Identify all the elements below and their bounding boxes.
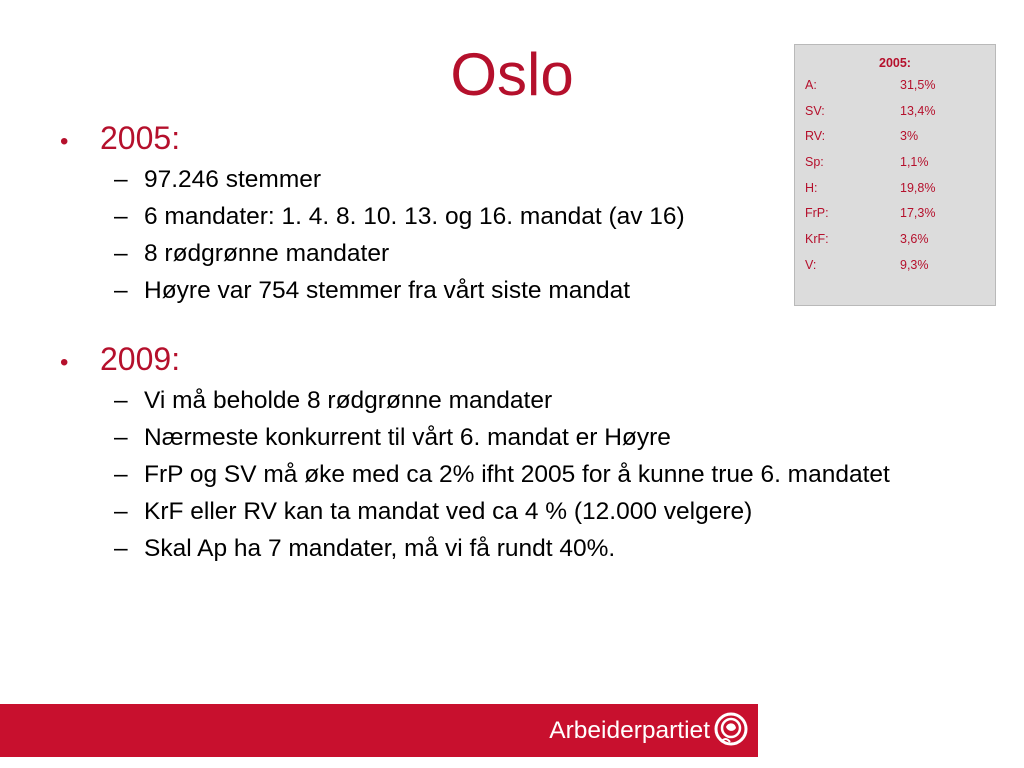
brand-name: Arbeiderpartiet [549, 717, 710, 744]
dash-icon: – [114, 166, 128, 193]
sub-item [56, 203, 916, 231]
results-title: 2005: [879, 56, 911, 70]
results-row [795, 99, 995, 125]
dash-icon: – [114, 240, 128, 267]
bullet-2009 [56, 341, 916, 387]
sub-item-text: Vi må beholde 8 rødgrønne mandater [144, 387, 553, 414]
sub-item [56, 424, 916, 452]
dash-icon: – [114, 203, 128, 230]
party-label: A: [805, 78, 817, 92]
party-label: SV: [805, 103, 825, 118]
results-row [795, 176, 995, 202]
slide-title: Oslo [450, 41, 574, 108]
party-value: 31,5% [900, 78, 936, 92]
bullet-2005 [56, 120, 916, 166]
sub-item-text: 6 mandater: 1. 4. 8. 10. 13. og 16. mandat (av 16) [144, 203, 685, 230]
party-value: 3,6% [900, 232, 929, 247]
bullet-heading: 2009: [100, 341, 181, 377]
sub-item-text: Høyre var 754 stemmer fra vårt siste mandat [144, 277, 631, 304]
party-label: FrP: [805, 206, 829, 221]
dash-icon: – [114, 424, 128, 451]
party-label: Sp: [805, 155, 824, 170]
sub-item [56, 240, 916, 268]
results-row [795, 150, 995, 176]
dash-icon: – [114, 498, 128, 525]
dash-icon: – [114, 535, 128, 562]
sub-item [56, 166, 916, 194]
results-row [795, 227, 995, 253]
slide-content [56, 120, 916, 599]
section-2009 [56, 341, 916, 563]
sub-item-text: 8 rødgrønne mandater [144, 240, 390, 267]
rose-logo-icon [714, 712, 748, 748]
party-value: 3% [900, 129, 919, 144]
sub-item-text: Skal Ap ha 7 mandater, må vi få rundt 40%. [144, 535, 616, 562]
results-row [795, 124, 995, 150]
party-label: RV: [805, 129, 826, 144]
footer-bar [0, 704, 758, 757]
sub-item-text: FrP og SV må øke med ca 2% ifht 2005 for å kunne true 6. mandatet [144, 461, 890, 488]
dash-icon: – [114, 277, 128, 304]
party-value: 17,3% [900, 206, 936, 221]
section-2005 [56, 120, 916, 305]
results-row [795, 73, 995, 99]
sub-item-text: KrF eller RV kan ta mandat ved ca 4 % (12.000 velgere) [144, 498, 753, 525]
sub-item [56, 461, 916, 489]
sub-item-text: 97.246 stemmer [144, 166, 322, 193]
sub-item [56, 387, 916, 415]
sub-item [56, 498, 916, 526]
party-value: 9,3% [900, 257, 929, 272]
results-2005-box [794, 44, 996, 306]
bullet-heading: 2005: [100, 120, 181, 156]
party-value: 1,1% [900, 155, 929, 170]
sub-item-text: Nærmeste konkurrent til vårt 6. mandat er Høyre [144, 424, 671, 451]
results-row [795, 201, 995, 227]
dash-icon: – [114, 461, 128, 488]
party-value: 19,8% [900, 180, 936, 195]
sub-item [56, 535, 916, 563]
dash-icon: – [114, 387, 128, 414]
bullet-dot-icon: • [60, 128, 69, 155]
party-label: V: [805, 257, 817, 272]
party-label: KrF: [805, 232, 829, 247]
results-row [795, 253, 995, 279]
party-value: 13,4% [900, 103, 936, 118]
sub-item [56, 277, 916, 305]
party-label: H: [805, 180, 818, 195]
bullet-dot-icon: • [60, 349, 69, 376]
